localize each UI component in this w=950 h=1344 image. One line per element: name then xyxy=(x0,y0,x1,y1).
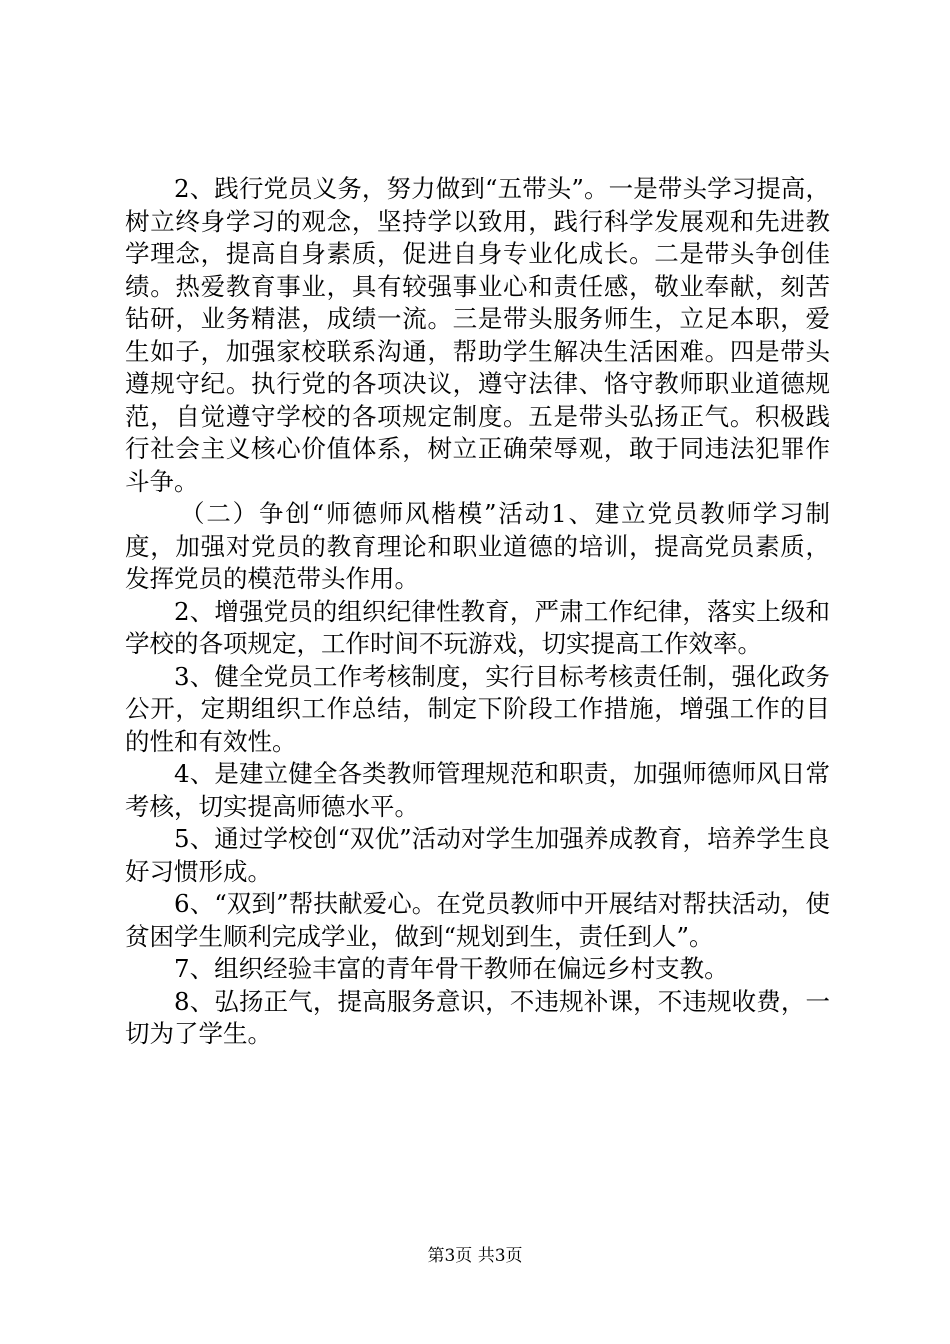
document-body xyxy=(125,173,830,1051)
paragraph-item-5: 5、通过学校创“双优”活动对学生加强养成教育，培养学生良好习惯形成。 xyxy=(125,824,830,886)
paragraph-item-2: 2、践行党员义务，努力做到“五带头”。一是带头学习提高，树立终身学习的观念，坚持学以致用，践行科学发展观和先进教学理念，提高自身素质，促进自身专业化成长。二是带头争创佳绩。热爱教育事业，具有较强事业心和责任感，敬业奉献，刻苦钻研，业务精湛，成绩一流。三是带头服务师生，立足本职，爱生如子，加强家校联系沟通，帮助学生解决生活困难。四是带头遵规守纪。执行党的各项决议，遵守法律、恪守教师职业道德规范，自觉遵守学校的各项规定制度。五是带头弘扬正气。积极践行社会主义核心价值体系，树立正确荣辱观，敢于同违法犯罪作斗争。 xyxy=(125,174,830,496)
paragraph-item-4: 4、是建立健全各类教师管理规范和职责，加强师德师风日常考核，切实提高师德水平。 xyxy=(125,759,830,821)
paragraph-item-8: 8、弘扬正气，提高服务意识，不违规补课，不违规收费，一切为了学生。 xyxy=(125,986,830,1048)
page-number-footer: 第3页 共3页 xyxy=(427,1246,523,1266)
paragraph-item-7: 7、组织经验丰富的青年骨干教师在偏远乡村支教。 xyxy=(174,954,729,983)
paragraph-item-3: 3、健全党员工作考核制度，实行目标考核责任制，强化政务公开，定期组织工作总结，制定下阶段工作措施，增强工作的目的性和有效性。 xyxy=(125,661,830,756)
paragraph-section-two: （二）争创“师德师风楷模”活动1、建立党员教师学习制度，加强对党员的教育理论和职业道德的培训，提高党员素质，发挥党员的模范带头作用。 xyxy=(125,499,830,593)
paragraph-item-6: 6、“双到”帮扶献爱心。在党员教师中开展结对帮扶活动，使贫困学生顺利完成学业，做到“规划到生，责任到人”。 xyxy=(125,889,830,951)
paragraph-item-2b: 2、增强党员的组织纪律性教育，严肃工作纪律，落实上级和学校的各项规定，工作时间不玩游戏，切实提高工作效率。 xyxy=(125,596,830,658)
